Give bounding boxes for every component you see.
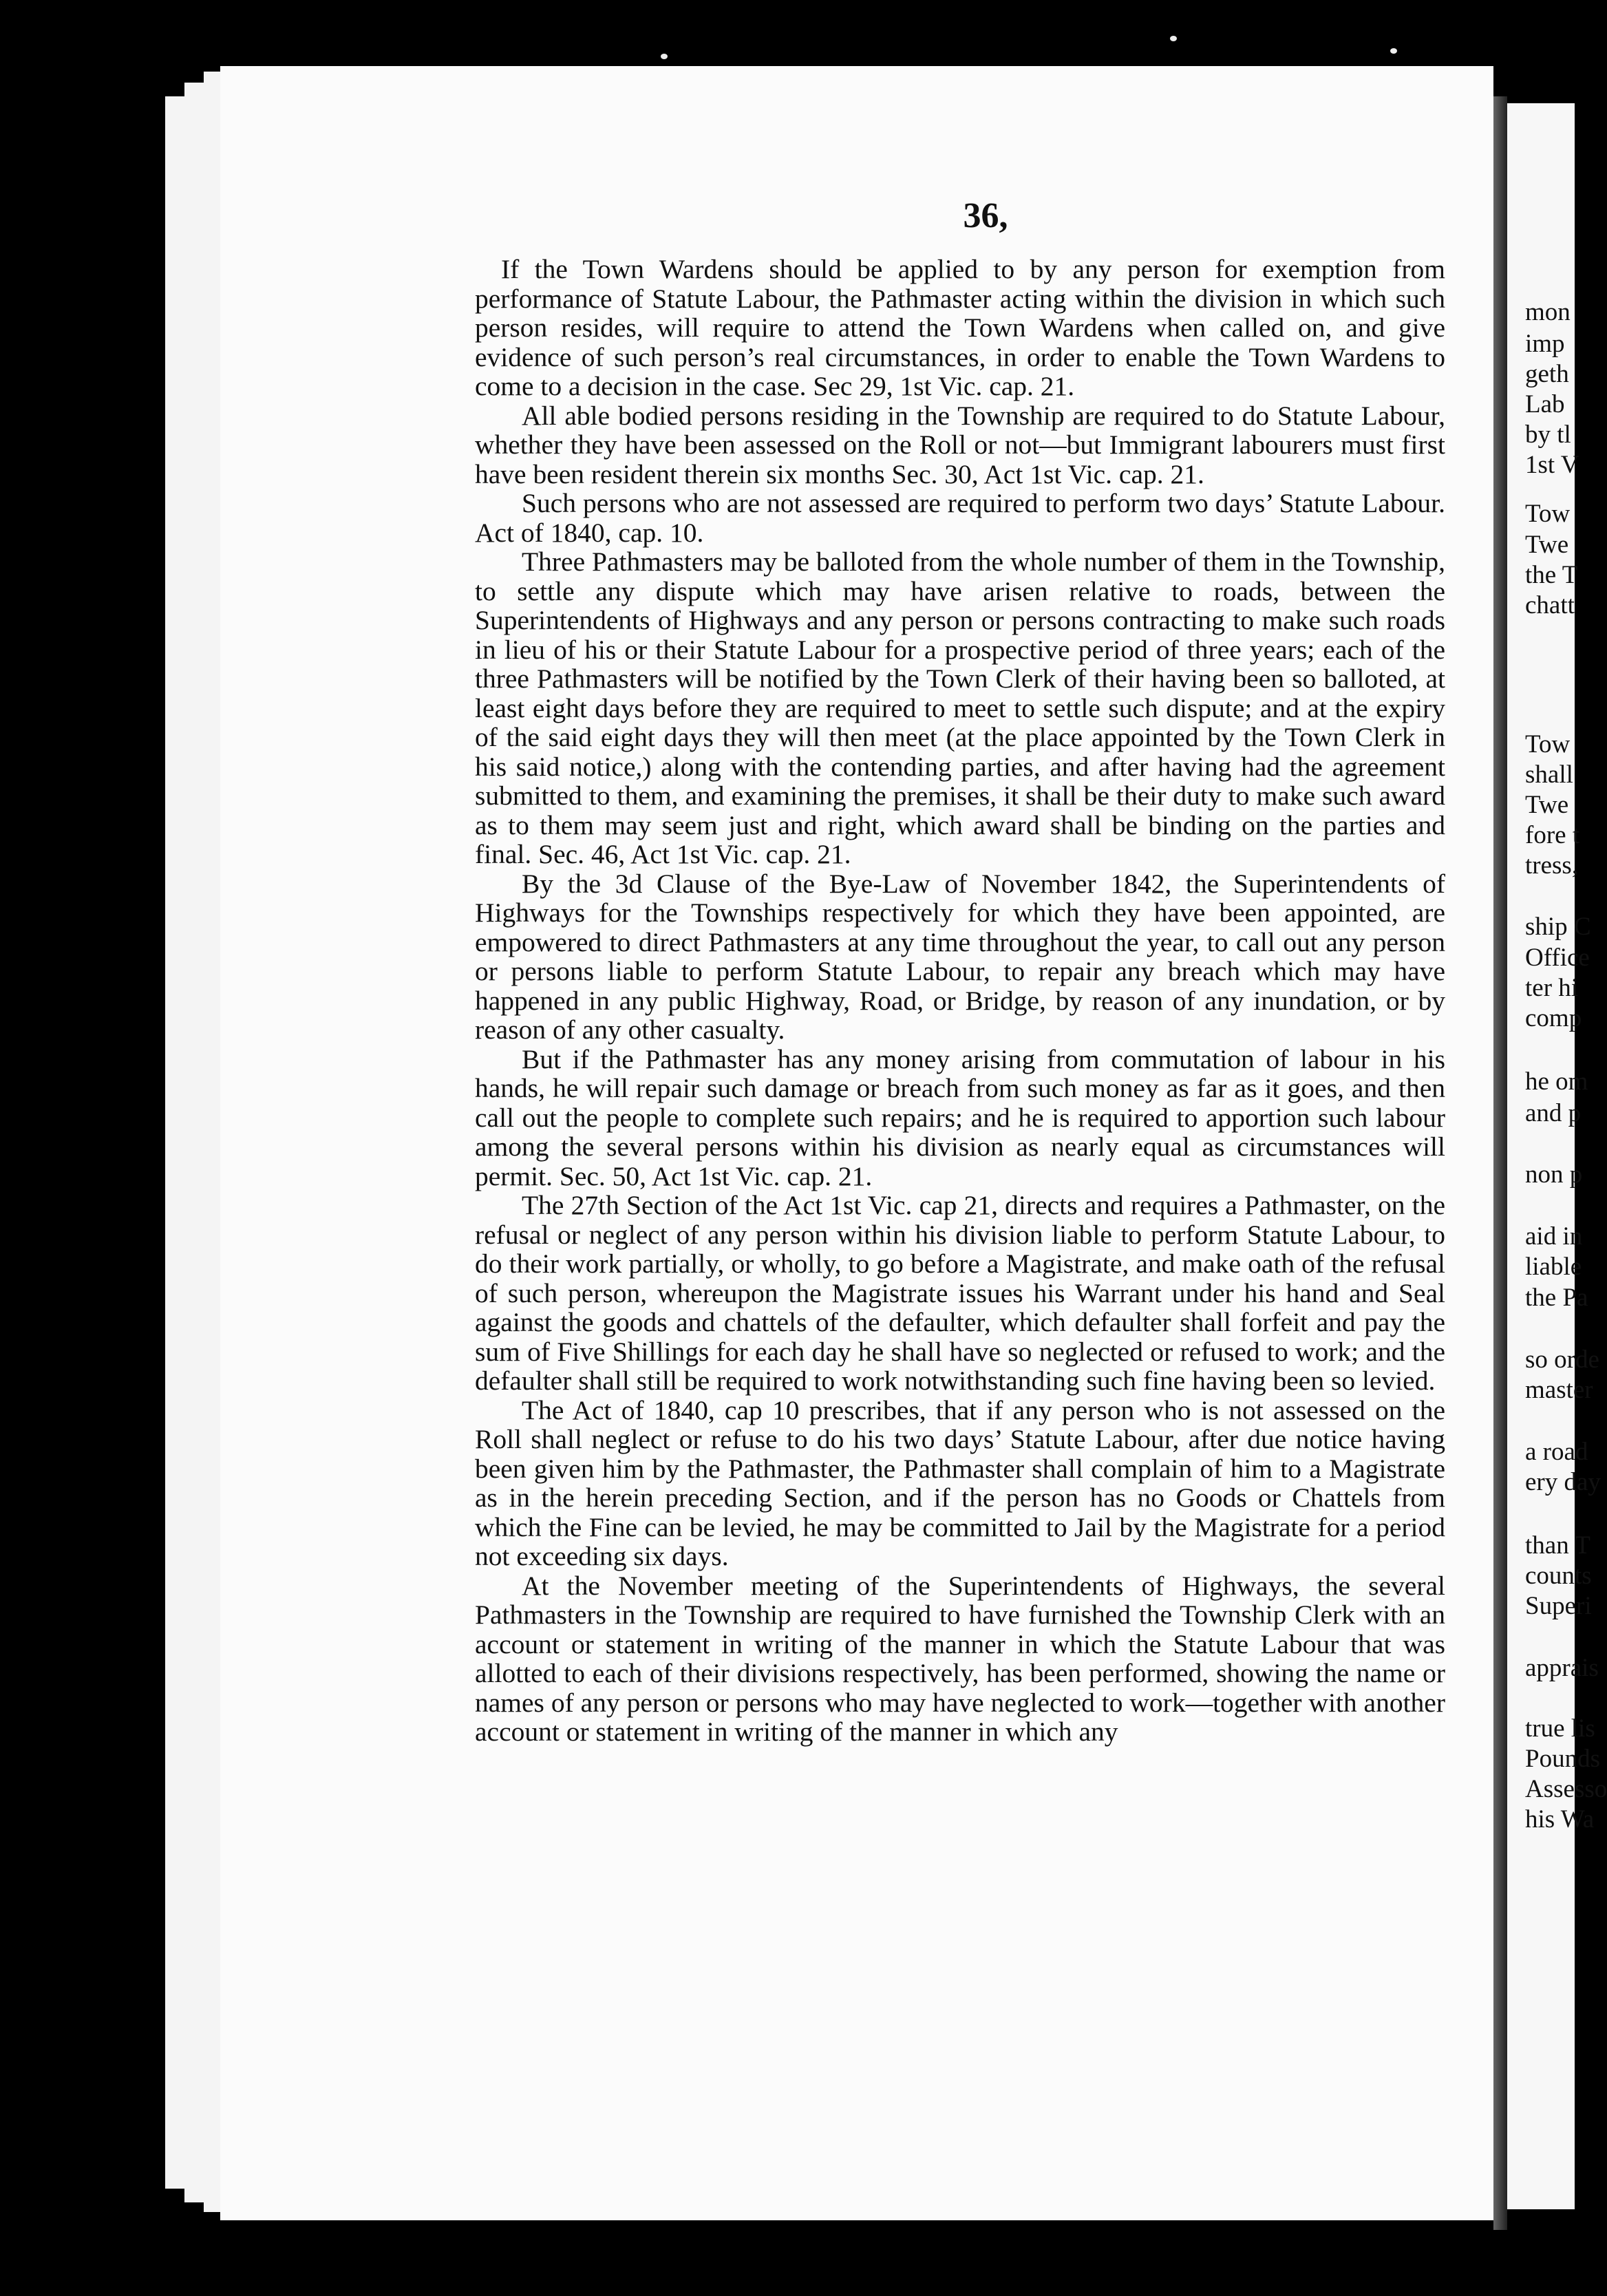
scan-speck bbox=[1170, 36, 1177, 41]
facing-text-fragment: geth bbox=[1525, 360, 1569, 388]
scan-speck bbox=[661, 54, 668, 59]
facing-text-fragment: chatt bbox=[1525, 591, 1575, 619]
facing-text-fragment: Twe bbox=[1525, 791, 1569, 819]
facing-text-fragment: counts bbox=[1525, 1562, 1592, 1590]
facing-text-fragment: Tow bbox=[1525, 500, 1571, 528]
facing-text-fragment: mon bbox=[1525, 298, 1571, 326]
facing-text-fragment: Superi bbox=[1525, 1592, 1592, 1620]
page-body-text bbox=[475, 255, 1445, 1747]
facing-text-fragment: aid in bbox=[1525, 1222, 1583, 1251]
facing-text-fragment: Assesso bbox=[1525, 1775, 1607, 1803]
facing-text-fragment: Office bbox=[1525, 944, 1590, 972]
facing-text-fragment: master bbox=[1525, 1376, 1593, 1404]
facing-text-fragment: shall bbox=[1525, 761, 1573, 789]
facing-text-fragment: tress, bbox=[1525, 851, 1579, 880]
facing-text-fragment: than T bbox=[1525, 1531, 1590, 1560]
facing-text-fragment: comp bbox=[1525, 1004, 1582, 1032]
page-number: 36, bbox=[963, 196, 1008, 235]
facing-text-fragment: and p bbox=[1525, 1099, 1582, 1127]
facing-text-fragment: ship C bbox=[1525, 913, 1591, 941]
facing-text-fragment: ter hi bbox=[1525, 974, 1579, 1002]
facing-text-fragment: Tow bbox=[1525, 730, 1571, 758]
facing-text-fragment: true lis bbox=[1525, 1714, 1595, 1743]
facing-text-fragment: the T bbox=[1525, 561, 1578, 589]
facing-text-fragment: 1st V bbox=[1525, 451, 1579, 479]
paragraph: The 27th Section of the Act 1st Vic. cap 21, directs and requires a Pathmaster, on the refusal or neglect of any person within his division liable to perform Statute Labour, to do their work partially, or wholly, to go before a Magistrate, and make oath of the refusal of such person, whereupon the Magistrate issues his Warrant under his hand and Seal against the goods and chattels of the defaulter, which defaulter shall forfeit and pay the sum of Five Shillings for each day he shall have so neglected or refused to work; and the defaulter shall still be required to work notwithstanding such fine having been so levied. bbox=[475, 1190, 1445, 1396]
paragraph: Such persons who are not assessed are required to perform two days’ Statute Labour. Act of 1840, cap. 10. bbox=[475, 488, 1445, 548]
facing-text-fragment: his Wa bbox=[1525, 1805, 1595, 1833]
paragraph: All able bodied persons residing in the Township are required to do Statute Labour, whether they have been assessed on the Roll or not—but Immigrant labourers must first have been resident therein six months Sec. 30, Act 1st Vic. cap. 21. bbox=[475, 400, 1445, 489]
facing-text-fragment: Twe bbox=[1525, 531, 1569, 559]
scan-speck bbox=[1390, 48, 1397, 54]
facing-text-fragment: by tl bbox=[1525, 421, 1571, 449]
book-gutter bbox=[1493, 96, 1507, 2230]
paragraph: At the November meeting of the Superintendents of Highways, the several Pathmasters in the Township are required to have furnished the Township Clerk with an account or statement in writing of the manner in which the Statute Labour that was allotted to each of their divisions respectively, has been performed, showing the name or names of any person or persons who may have neglected to work—together with another account or statement in writing of the manner in which any bbox=[475, 1570, 1445, 1747]
paragraph: But if the Pathmaster has any money arising from commutation of labour in his hands, he will repair such damage or breach from such money as far as it goes, and then call out the people to complete such repairs; and he is required to apportion such labour among the several persons within his division as nearly equal as circumstances will permit. Sec. 50, Act 1st Vic. cap. 21. bbox=[475, 1043, 1445, 1191]
facing-page-fragment bbox=[1507, 103, 1607, 2209]
facing-text-fragment: so orde bbox=[1525, 1346, 1599, 1374]
page-edge bbox=[204, 72, 222, 2212]
facing-text-fragment: Lab bbox=[1525, 390, 1565, 418]
facing-text-fragment: liable bbox=[1525, 1253, 1582, 1281]
paragraph: Three Pathmasters may be balloted from the whole number of them in the Township, to settle any dispute which may have arisen relative to roads, between the Superintendents of Highways and any person or persons contracting to make such roads in lieu of his or their Statute Labour for a prospective period of three years; each of the three Pathmasters will be notified by the Town Clerk of their having been so balloted, at least eight days before they are required to meet to settle such dispute; and at the expiry of the said eight days they will then meet (at the place appointed by the Town Clerk in his said notice,) along with the contending parties, and after having had the agreement submitted to them, and examining the premises, it shall be their duty to make such award as to them may seem just and right, which award shall be binding on the parties and final. Sec. 46, Act 1st Vic. cap. 21. bbox=[475, 546, 1445, 869]
facing-text-fragment: apprais bbox=[1525, 1654, 1599, 1682]
facing-text-fragment: non p bbox=[1525, 1160, 1583, 1189]
facing-text-fragment: Pounds bbox=[1525, 1745, 1600, 1773]
paragraph: If the Town Wardens should be applied to by any person for exemption from performance of Statute Labour, the Pathmaster acting within the division in which such person resides, will require to attend the Town Wardens when called on, and give evidence of such person’s real circumstances, in order to enable the Town Wardens to come to a decision in the case. Sec 29, 1st Vic. cap. 21. bbox=[475, 254, 1445, 401]
paragraph: The Act of 1840, cap 10 prescribes, that if any person who is not assessed on the Roll shall neglect or refuse to do his two days’ Statute Labour, after due notice having been given him by the Pathmaster, the Pathmaster shall complain of him to a Magistrate as in the herein preceding Section, and if the person has no Goods or Chattels from which the Fine can be levied, he may be committed to Jail by the Magistrate for a period not exceeding six days. bbox=[475, 1394, 1445, 1571]
facing-text-fragment: imp bbox=[1525, 330, 1565, 358]
facing-text-fragment: fore t bbox=[1525, 821, 1580, 849]
facing-text-fragment: ery day bbox=[1525, 1468, 1601, 1496]
facing-text-fragment: he om bbox=[1525, 1067, 1588, 1096]
facing-text-fragment: the Pa bbox=[1525, 1284, 1588, 1312]
facing-text-fragment: a road bbox=[1525, 1438, 1588, 1466]
paragraph: By the 3d Clause of the Bye-Law of November 1842, the Superintendents of Highways for the Townships respectively for which they have been appointed, are empowered to direct Pathmasters at any time throughout the year, to call out any person or persons liable to perform Statute Labour, to repair any breach which may have happened in any public Highway, Road, or Bridge, by reason of any inundation, or by reason of any other casualty. bbox=[475, 868, 1445, 1045]
